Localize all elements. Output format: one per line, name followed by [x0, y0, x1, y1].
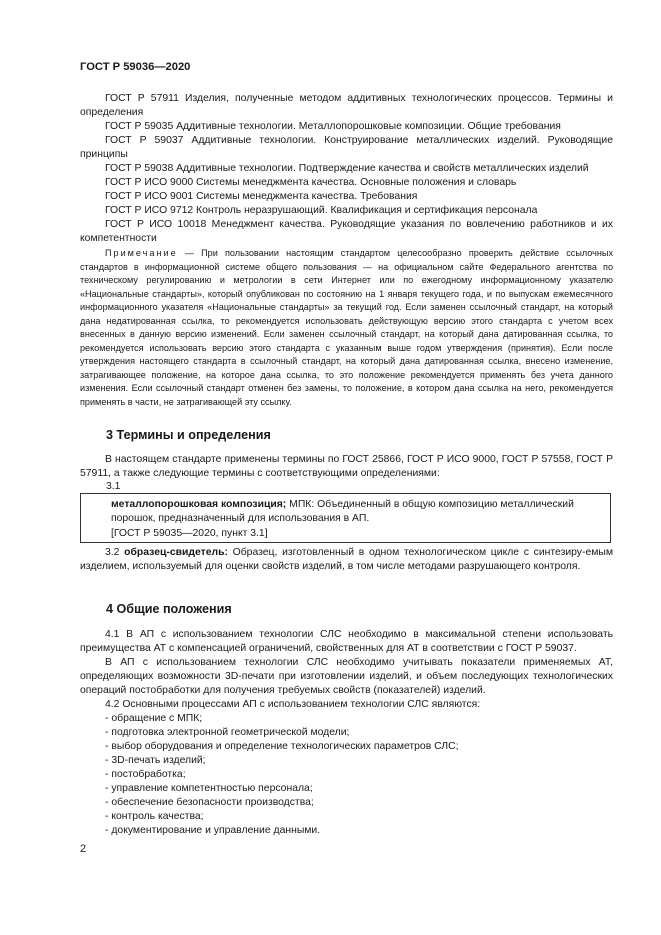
term-3-2-term: образец-свидетель:	[124, 547, 228, 558]
list-item: - документирование и управление данными.	[105, 825, 321, 836]
reference-item: ГОСТ Р 59035 Аддитивные технологии. Металлопорошковые композиции. Общие требования	[105, 121, 561, 132]
section-3-intro-text: В настоящем стандарте применены термины по ГОСТ 25866, ГОСТ Р ИСО 9000, ГОСТ Р 57558, ГОСТ Р 57911, а также следующие термины с соответствующими определениями:	[80, 454, 613, 479]
paragraph-4-1: 4.1 В АП с использованием технологии СЛС необходимо в максимальной степени использовать преимущества АТ с компенсацией ограничений, свойственных для АТ в соответствии с ГОСТ Р 59037.	[80, 629, 613, 654]
term-3-2	[80, 546, 613, 574]
term-3-1-definition	[111, 498, 602, 526]
section-4-body	[80, 628, 613, 838]
section-3-title: 3 Термины и определения	[106, 428, 271, 442]
list-item: - обращение с МПК;	[105, 713, 203, 724]
list-item: - подготовка электронной геометрической модели;	[105, 727, 350, 738]
paragraph-4-1b: В АП с использованием технологии СЛС необходимо учитывать показатели применяемых АТ, определяющих возможности 3D-печати при изготовлении изделий, и объем последующих технологических операций постобработки для получения требуемых свойств (показателей) изделий.	[80, 657, 613, 696]
list-item: - управление компетентностью персонала;	[105, 783, 313, 794]
list-item: - контроль качества;	[105, 811, 204, 822]
note-label: Примечание	[105, 248, 178, 258]
term-3-2-definition: Образец, изготовленный в одном технологическом цикле с синтезиру-емым изделием, используемый для оценки свойств изделий, в том числе методами разрушающего контроля.	[80, 547, 614, 572]
note-text: — При пользовании настоящим стандартом целесообразно проверить действие ссылочных стандартов в информационной системе общего пользования — на официальном сайте Федерального агентства по техническому регулированию и метрологии в сети Интернет или по ежегодному информационному указателю «Национальные стандарты», который опубликован по состоянию на 1 января текущего года, и по выпускам ежемесячного информационного указателя «Национальные стандарты» за текущий год. Если заменен ссылочный стандарт, на который дана недатированная ссылка, то рекомендуется использовать действующую версию этого стандарта с учетом всех внесенных в данную версию изменений. Если заменен ссылочный стандарт, на который дана датированная ссылка, то рекомендуется использовать версию этого стандарта с указанным выше годом утверждения (принятия). Если после утверждения настоящего стандарта в ссылочный стандарт, на который дана датированная ссылка, внесено изменение, затрагивающее положение, на которое дана ссылка, то это положение рекомендуется применять без учета данного изменения. Если ссылочный стандарт отменен без замены, то положение, в котором дана ссылка на него, рекомендуется применять в части, не затрагивающей эту ссылку.	[80, 248, 613, 407]
list-item: - обеспечение безопасности производства;	[105, 797, 314, 808]
section-4-title: 4 Общие положения	[106, 602, 232, 616]
reference-item: ГОСТ Р 59037 Аддитивные технологии. Конструирование металлических изделий. Руководящие принципы	[80, 135, 613, 160]
section-3-intro	[80, 453, 613, 481]
reference-item: ГОСТ Р ИСО 9000 Системы менеджмента качества. Основные положения и словарь	[105, 177, 517, 188]
references-note	[80, 247, 613, 409]
reference-item: ГОСТ Р ИСО 10018 Менеджмент качества. Руководящие указания по вовлечению работников и их компетентности	[80, 219, 613, 244]
page-number: 2	[80, 843, 87, 855]
normative-references-list	[80, 92, 613, 246]
term-3-1-box	[80, 493, 611, 543]
term-3-2-number: 3.2	[105, 547, 120, 558]
reference-item: ГОСТ Р 59038 Аддитивные технологии. Подтверждение качества и свойств металлических изделий	[105, 163, 589, 174]
list-item: - 3D-печать изделий;	[105, 755, 206, 766]
list-item: - постобработка;	[105, 769, 186, 780]
processes-list	[80, 712, 613, 838]
term-3-1-number: 3.1	[106, 481, 121, 492]
reference-item: ГОСТ Р ИСО 9712 Контроль неразрушающий. Квалификация и сертификация персонала	[105, 205, 538, 216]
document-code-header: ГОСТ Р 59036—2020	[80, 61, 191, 73]
reference-item: ГОСТ Р 57911 Изделия, полученные методом аддитивных технологических процессов. Термины и определения	[80, 93, 613, 118]
reference-item: ГОСТ Р ИСО 9001 Системы менеджмента качества. Требования	[105, 191, 418, 202]
term-3-1-definition-text: МПК: Объединенный в общую композицию металлический порошок, предназначенный для использования в АП.	[111, 499, 574, 524]
paragraph-4-2: 4.2 Основными процессами АП с использованием технологии СЛС являются:	[105, 699, 481, 710]
term-3-1-term: металлопорошковая композиция;	[111, 499, 287, 510]
term-3-1-source: [ГОСТ Р 59035—2020, пункт 3.1]	[111, 528, 268, 539]
list-item: - выбор оборудования и определение технологических параметров СЛС;	[105, 741, 459, 752]
